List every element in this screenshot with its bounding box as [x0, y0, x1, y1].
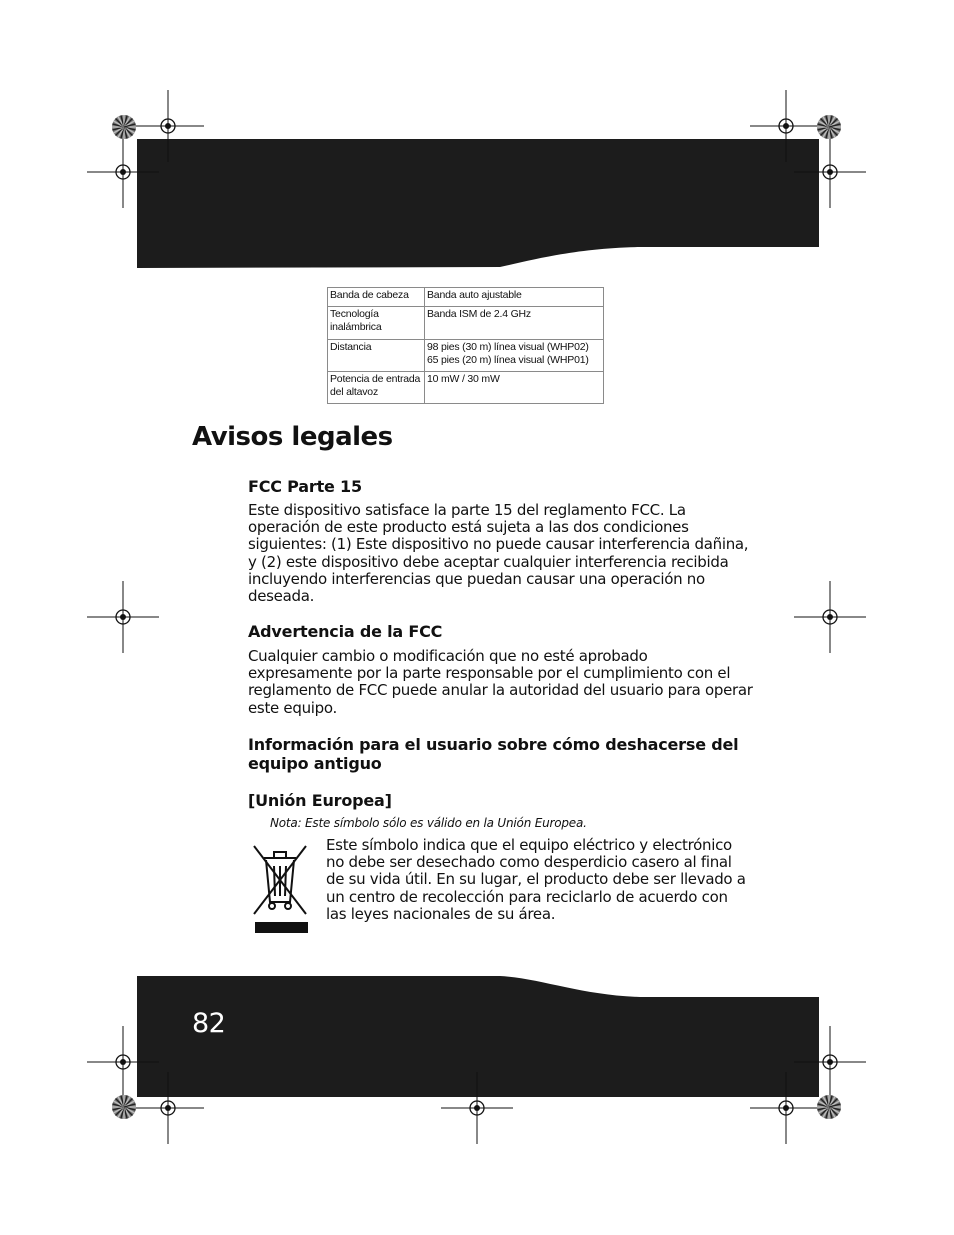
- table-cell-value: 98 pies (30 m) línea visual (WHP02) 65 pies (20 m) línea visual (WHP01): [425, 340, 604, 372]
- page-number: 82: [192, 1008, 226, 1039]
- registration-mark-icon: [794, 581, 866, 653]
- table-row: [328, 372, 604, 404]
- disposal-heading: Información para el usuario sobre cómo deshacerse del equipo antiguo: [248, 735, 739, 773]
- eu-paragraph: Este símbolo indica que el equipo eléctrico y electrónico no debe ser desechado como desperdicio casero al final de su vida útil. En su lugar, el producto debe ser llevado a un centro de recolección para reciclarlo de acuerdo con las leyes nacionales de su área.: [326, 836, 746, 923]
- table-cell-value: 10 mW / 30 mW: [425, 372, 604, 404]
- color-target-icon: [112, 115, 136, 139]
- color-target-icon: [112, 1095, 136, 1119]
- table-cell-label: Distancia: [328, 340, 425, 372]
- table-cell-label: Tecnología inalámbrica: [328, 307, 425, 340]
- header-band: [137, 139, 819, 268]
- fcc-part15-paragraph: Este dispositivo satisface la parte 15 del reglamento FCC. La operación de este producto está sujeta a las dos condiciones siguientes: (1) Este dispositivo no puede causar interferencia dañina, y (2) este dispositivo debe aceptar cualquier interferencia recibida incluyendo interferencias que puedan causar una operación no deseada.: [248, 501, 749, 606]
- eu-note: Nota: Este símbolo sólo es válido en la Unión Europea.: [270, 816, 587, 830]
- table-row: [328, 307, 604, 340]
- footer-band: [137, 976, 819, 1097]
- table-cell-label: Banda de cabeza: [328, 288, 425, 307]
- specifications-table: [327, 287, 604, 404]
- fcc-warning-paragraph: Cualquier cambio o modificación que no esté aprobado expresamente por la parte responsable por el cumplimiento con el reglamento de FCC puede anular la autoridad del usuario para operar este equipo.: [248, 647, 753, 717]
- color-target-icon: [817, 1095, 841, 1119]
- fcc-part15-heading: FCC Parte 15: [248, 477, 362, 496]
- color-target-icon: [817, 115, 841, 139]
- table-cell-value: Banda auto ajustable: [425, 288, 604, 307]
- section-title: Avisos legales: [192, 422, 393, 452]
- table-cell-label: Potencia de entrada del altavoz: [328, 372, 425, 404]
- registration-mark-icon: [87, 581, 159, 653]
- table-row: [328, 340, 604, 372]
- fcc-warning-heading: Advertencia de la FCC: [248, 622, 443, 641]
- table-cell-value: Banda ISM de 2.4 GHz: [425, 307, 604, 340]
- eu-heading: [Unión Europea]: [248, 791, 392, 810]
- weee-crossed-bin-icon: [248, 840, 312, 936]
- table-row: [328, 288, 604, 307]
